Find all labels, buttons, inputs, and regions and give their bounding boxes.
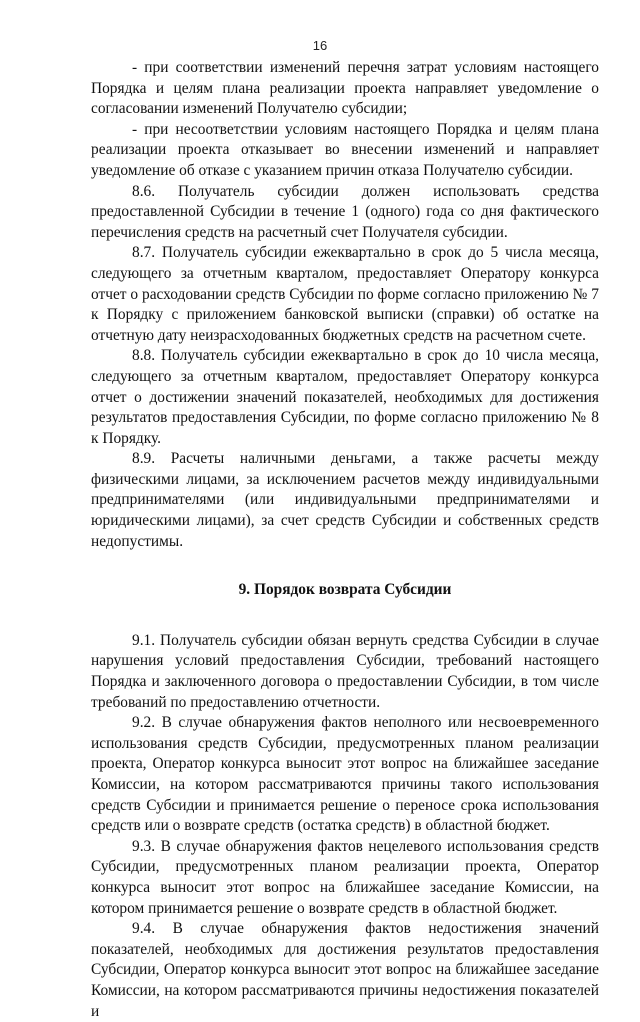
paragraph-9-1: 9.1. Получатель субсидии обязан вернуть средства Субсидии в случае нарушения условий предоставления Субсидии, требований настоящего Порядка и заключенного договора о предоставлении Субсидии, в том числе требований по предоставлению отчетности.: [91, 631, 599, 711]
paragraph-9-2: 9.2. В случае обнаружения фактов неполного или несвоевременного использования средств Субсидии, предусмотренных планом реализации проекта, Оператор конкурса выносит этот вопрос на ближайшее заседание Комиссии, на котором рассматриваются причины такого использования средств Субсидии и принимается решение о переносе срока использования средств или о возврате средств (остатка средств) в областной бюджет.: [91, 714, 599, 835]
section-heading: 9. Порядок возврата Субсидии: [238, 581, 452, 599]
paragraph-8-9: 8.9. Расчеты наличными деньгами, а также расчеты между физическими лицами, за исключением расчетов между индивидуальными предпринимателями (или индивидуальными предпринимателями и юридическими лицами), за счет средств Субсидии и собственных средств недопустимы.: [91, 450, 599, 550]
page-number: 16: [312, 38, 328, 53]
paragraph-8-7: 8.7. Получатель субсидии ежеквартально в срок до 5 числа месяца, следующего за отчетным кварталом, предоставляет Оператору конкурса отчет о расходовании средств Субсидии по форме согласно приложению № 7 к Порядку с приложением банковской выписки (справки) об остатке на отчетную дату неизрасходованных бюджетных средств на расчетном счете.: [91, 244, 599, 344]
document-body: [91, 58, 599, 1022]
paragraph-refusal: - при несоответствии условиям настоящего Порядка и целям плана реализации проекта отказывает во внесении изменений и направляет уведомление об отказе с указанием причин отказа Получателю субсидии.: [91, 120, 599, 179]
paragraph-9-3: 9.3. В случае обнаружения фактов нецелевого использования средств Субсидии, предусмотренных планом реализации проекта, Оператор конкурса выносит этот вопрос на ближайшее заседание Комиссии, на котором принимается решение о возврате средств в областной бюджет.: [91, 837, 599, 917]
paragraph-9-4: 9.4. В случае обнаружения фактов недостижения значений показателей, необходимых для достижения результатов предоставления Субсидии, Оператор конкурса выносит этот вопрос на ближайшее заседание Комиссии, на котором рассматриваются причины недостижения показателей и: [91, 920, 599, 1020]
paragraph-8-6: 8.6. Получатель субсидии должен использовать средства предоставленной Субсидии в течение 1 (одного) года со дня фактического перечисления средств на расчетный счет Получателя субсидии.: [91, 182, 599, 241]
paragraph-approval: - при соответствии изменений перечня затрат условиям настоящего Порядка и целям плана реализации проекта направляет уведомление о согласовании изменений Получателю субсидии;: [91, 59, 599, 118]
paragraph-8-8: 8.8. Получатель субсидии ежеквартально в срок до 10 числа месяца, следующего за отчетным кварталом, предоставляет Оператору конкурса отчет о достижении значений показателей, необходимых для достижения результатов предоставления Субсидии, по форме согласно приложению № 8 к Порядку.: [91, 347, 599, 447]
